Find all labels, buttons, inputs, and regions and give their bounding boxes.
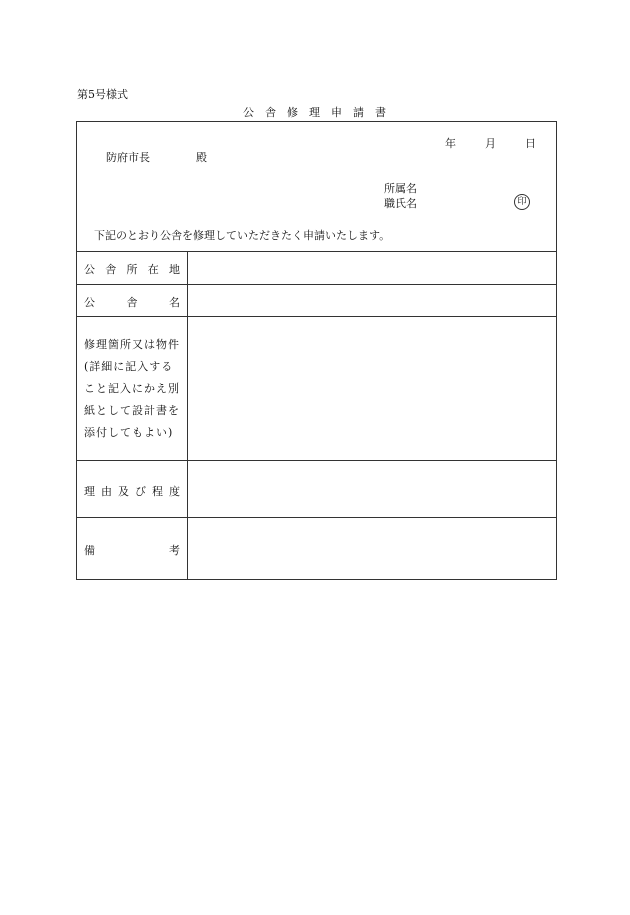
label-char: 及 [118, 485, 129, 498]
label-char: 名 [169, 296, 180, 309]
location-field[interactable] [188, 252, 556, 284]
label-char: び [135, 485, 146, 498]
row-remarks [77, 518, 556, 579]
date-day: 日 [525, 137, 536, 150]
label-char: 考 [169, 544, 180, 557]
dept-label: 所属名 [384, 182, 417, 195]
building-name-label-text [84, 294, 180, 310]
addressee-honorific: 殿 [196, 151, 207, 164]
row-building-name [77, 285, 556, 317]
label-char: 由 [101, 485, 112, 498]
remarks-label-text [84, 542, 180, 558]
date-line [445, 135, 536, 151]
reason-label [77, 461, 188, 517]
label-char: 程 [152, 485, 163, 498]
repair-items-field[interactable] [188, 317, 556, 460]
label-char: 公 [84, 296, 95, 309]
form-title: 公舎修理申請書 [243, 106, 397, 119]
label-char: 地 [169, 263, 180, 276]
remarks-field[interactable] [188, 518, 556, 579]
row-location [77, 252, 556, 285]
date-year: 年 [445, 137, 456, 150]
form-header [77, 122, 556, 252]
date-month: 月 [485, 137, 496, 150]
label-char: 公 [84, 263, 95, 276]
label-char: 所 [126, 263, 138, 276]
seal-mark: 印 [514, 194, 530, 210]
form-number: 第5号様式 [77, 88, 128, 101]
building-name-field[interactable] [188, 285, 556, 316]
application-form [76, 121, 557, 580]
location-label [77, 252, 188, 284]
name-label: 職氏名 [384, 197, 417, 210]
label-char: 舎 [105, 263, 117, 276]
label-char: 備 [84, 544, 95, 557]
addressee-name: 防府市長 [106, 151, 150, 164]
location-label-text [84, 261, 180, 277]
addressee [106, 149, 207, 165]
row-reason [77, 461, 556, 518]
remarks-label [77, 518, 188, 579]
reason-label-text [84, 483, 180, 499]
reason-field[interactable] [188, 461, 556, 517]
label-char: 在 [147, 263, 159, 276]
repair-items-label-text: 修理箇所又は物件 (詳細に記入する こと記入にかえ別 紙として設計書を 添付してもよい) [84, 338, 180, 439]
request-statement: 下記のとおり公舎を修理していただきたく申請いたします。 [94, 229, 391, 242]
label-char: 度 [169, 485, 180, 498]
label-char: 舎 [126, 296, 138, 309]
label-char: 理 [84, 485, 95, 498]
row-repair-items [77, 317, 556, 461]
building-name-label [77, 285, 188, 316]
repair-items-label [77, 317, 188, 460]
